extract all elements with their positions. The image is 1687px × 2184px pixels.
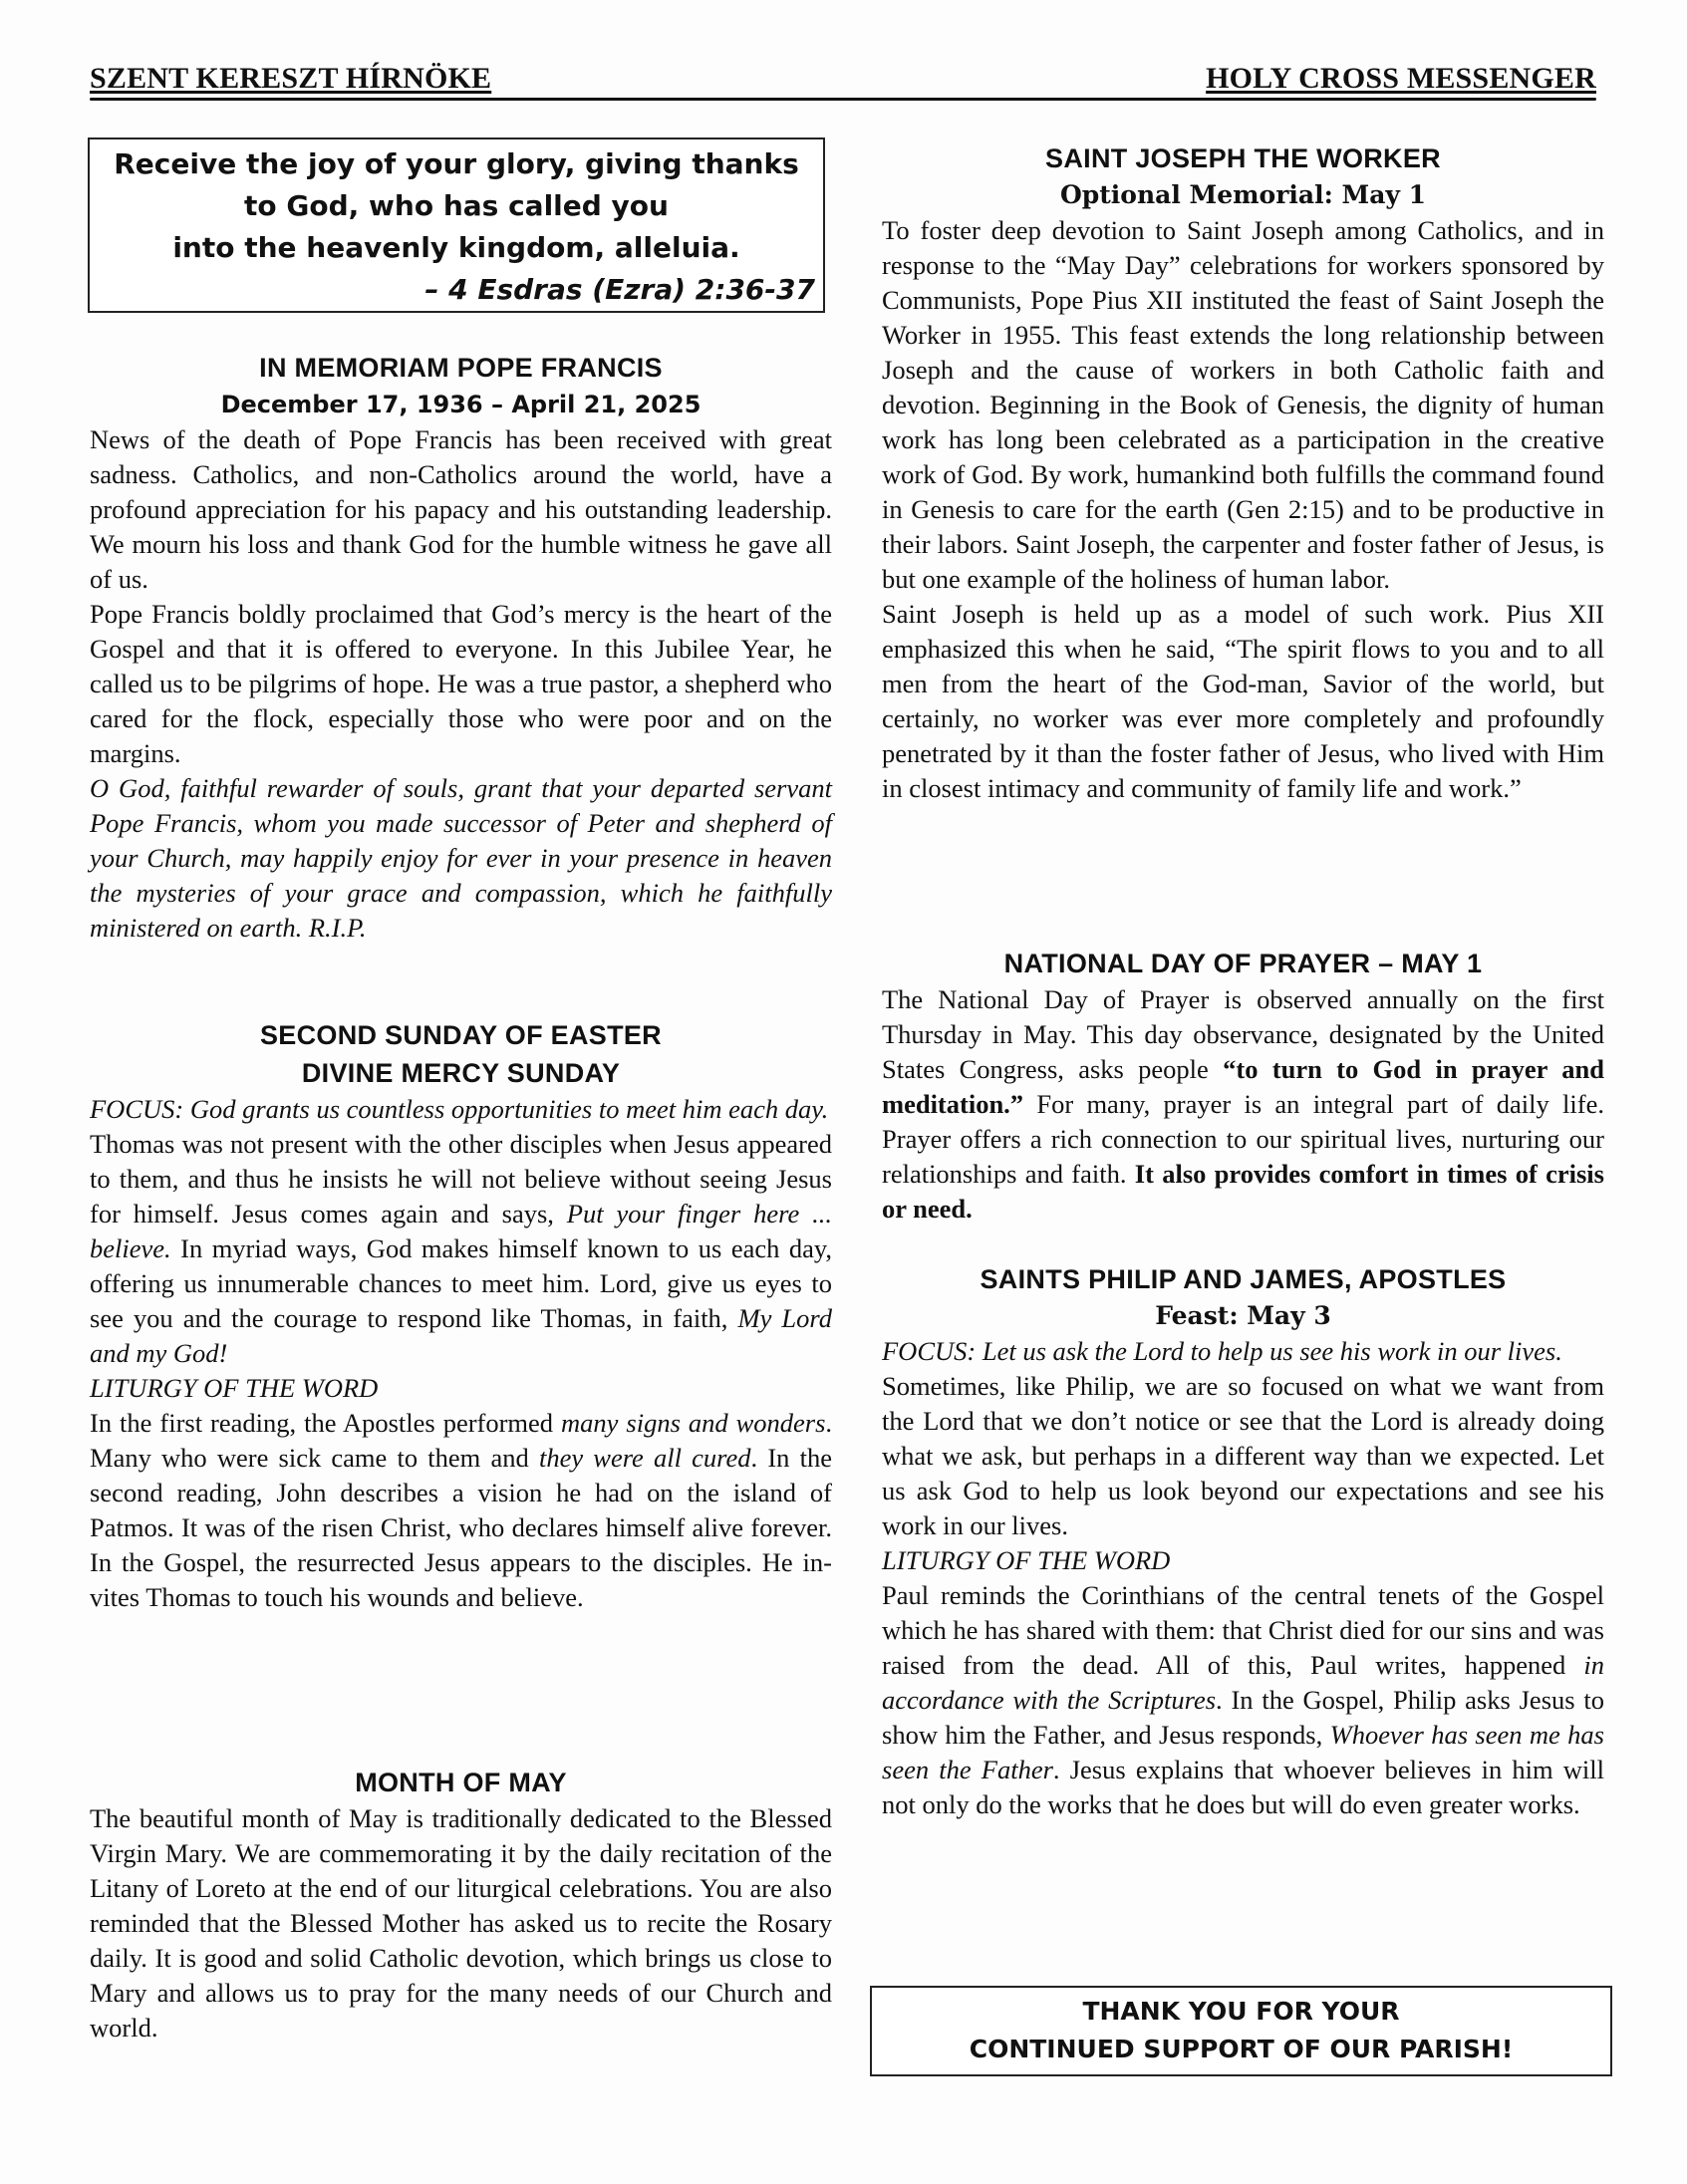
section-title: MONTH OF MAY (355, 1768, 567, 1797)
italic-run: Whoever has seen me has seen the Father (882, 1720, 1604, 1784)
section-philip-james (882, 1260, 1604, 1822)
text-run: For many, prayer is an integral part of daily life. Prayer offers a rich connection to our spiritual lives, nurturing our relationships and faith. (882, 1089, 1604, 1189)
masthead-hungarian-title: SZENT KERESZT HÍRNÖKE (90, 62, 492, 95)
scripture-quote-box (88, 137, 825, 313)
section-month-of-may (90, 1764, 832, 2046)
section-subtitle: Feast: May 3 (1155, 1301, 1331, 1330)
italic-run: in accordance with the Scriptures (882, 1650, 1604, 1715)
section-memoriam (90, 349, 832, 946)
masthead (90, 62, 1596, 102)
thanks-line: CONTINUED SUPPORT OF OUR PARISH! (969, 2035, 1514, 2063)
section-body (90, 1801, 832, 2046)
bold-run: It also provides comfort in times of crisis or need. (882, 1159, 1604, 1224)
text-run: In the first reading, the Apostles performed (90, 1408, 562, 1438)
quote-line: to God, who has called you (244, 189, 669, 222)
section-title-line2: DIVINE MERCY SUNDAY (301, 1058, 621, 1088)
section-body (882, 982, 1604, 1227)
italic-run: they were all cured (538, 1443, 751, 1473)
section-title: IN MEMORIAM POPE FRANCIS (259, 353, 663, 383)
section-second-sunday (90, 1016, 832, 1615)
paragraph (882, 1578, 1604, 1822)
paragraph (90, 1406, 832, 1615)
focus-line: FOCUS: Let us ask the Lord to help us see his work in our lives. (882, 1336, 1562, 1366)
text-run: . In the Gospel, Philip asks Jesus to show him the Father, and Jesus responds, (882, 1685, 1604, 1750)
liturgy-label: LITURGY OF THE WORD (90, 1373, 379, 1403)
section-joseph-worker (882, 139, 1604, 806)
thank-you-box (870, 1986, 1612, 2076)
section-subtitle: Optional Memorial: May 1 (1059, 180, 1427, 209)
text-run: . Jesus explains that whoever believes in him will not only do the works that he does but will do even greater works. (882, 1755, 1604, 1819)
focus-line: FOCUS: God grants us countless opportunities to meet him each day. (90, 1094, 829, 1124)
paragraph: News of the death of Pope Francis has been received with great sadness. Catholics, and non-Catholics around the world, have a profound appreciation for his papacy and his outstanding leadership. We mourn his loss and thank God for the humble witness he gave all of us. (90, 424, 832, 594)
quote-citation: – 4 Esdras (Ezra) 2:36-37 (424, 273, 815, 306)
masthead-english-title: HOLY CROSS MESSENGER (1206, 62, 1596, 95)
section-title: NATIONAL DAY OF PRAYER – MAY 1 (1003, 949, 1483, 978)
paragraph: The beautiful month of May is traditionally dedicated to the Blessed Virgin Mary. We are commemorating it by the daily recitation of the Litany of Loreto at the end of our liturgical celebrations. You are also reminded that the Blessed Mother has asked us to recite the Rosary daily. It is good and solid Catholic devotion, which brings us close to Mary and allows us to pray for the many needs of our Church and world. (90, 1803, 832, 2043)
italic-run: many signs and wonders (561, 1408, 826, 1438)
masthead-rule (90, 98, 1596, 101)
section-title: SAINT JOSEPH THE WORKER (1045, 143, 1441, 173)
paragraph: Pope Francis boldly proclaimed that God’s mercy is the heart of the Gospel and that it is offered to everyone. In this Jubilee Year, he called us to be pilgrims of hope. He was a true pastor, a shepherd who cared for the flock, especially those who were poor and on the margins. (90, 599, 832, 768)
italic-run: Put your finger here ... believe. (90, 1199, 833, 1263)
section-title: SECOND SUNDAY OF EASTER (260, 1020, 662, 1050)
thanks-line: THANK YOU FOR YOUR (1082, 1997, 1400, 2026)
text-run: Thomas was not present with the other disciples when Jesus appeared to them, and thus he insists he will not believe without seeing Jesus for himself. Jesus comes again and says, (90, 1129, 832, 1228)
quote-line: Receive the joy of your glory, giving thanks (114, 147, 799, 180)
text-run: Paul reminds the Corinthians of the central tenets of the Gospel which he has shared with them: that Christ died for our sins and was raised from the dead. All of this, Paul writes, happened (882, 1580, 1604, 1680)
text-run: . In the second reading, John describes a vision he had on the island of Patmos. It was of the risen Christ, who declares himself alive forever. In the Gospel, the resurrected Jesus appears to the disciples. He invites Thomas to touch his wounds and believe. (90, 1443, 832, 1612)
italic-run: My Lord and my God! (90, 1303, 832, 1368)
liturgy-label: LITURGY OF THE WORD (882, 1545, 1171, 1575)
paragraph: To foster deep devotion to Saint Joseph among Catholics, and in response to the “May Day” celebrations for workers sponsored by Communists, Pope Pius XII instituted the feast of Saint Joseph the Worker in 1955. This feast extends the long relationship between Joseph and the cause of workers in both Catholic faith and devotion. Beginning in the Book of Genesis, the dignity of human work has long been celebrated as a participation in the creative work of God. By work, humankind both fulfills the command found in Genesis to care for the earth (Gen 2:15) and to be productive in their labors. Saint Joseph, the carpenter and foster father of Jesus, is but one example of the holiness of human labor. (882, 215, 1604, 594)
paragraph (90, 1127, 832, 1371)
text-run: The National Day of Prayer is observed annually on the first Thursday in May. This day observance, designated by the United States Congress, asks people (882, 984, 1604, 1084)
paragraph (882, 982, 1604, 1227)
section-body (90, 1092, 832, 1615)
paragraph: Sometimes, like Philip, we are so focused on what we want from the Lord that we don’t notice or see that the Lord is already doing what we ask, but perhaps in a different way than we expected. Let us ask God to help us look beyond our expectations and see his work in our lives. (882, 1371, 1604, 1540)
section-body (882, 1334, 1604, 1822)
paragraph: Saint Joseph is held up as a model of such work. Pius XII emphasized this when he said, “The spirit flows to you and to all men from the heart of the God-man, Savior of the world, but certainly, no worker was ever more completely and profoundly penetrated by it than the foster father of Jesus, who lived with Him in closest intimacy and community of family life and work.” (882, 599, 1604, 803)
section-subtitle: December 17, 1936 – April 21, 2025 (220, 391, 702, 418)
section-body (90, 422, 832, 946)
bold-run: “to turn to God in prayer and meditation.” (882, 1054, 1604, 1119)
text-run: In myriad ways, God makes himself known to us each day, offering us innumerable chances to meet him. Lord, give us eyes to see you and the courage to respond like Thomas, in faith, (90, 1233, 832, 1333)
prayer-paragraph: O God, faithful rewarder of souls, grant that your departed servant Pope Francis, whom you made successor of Peter and shepherd of your Church, may happily enjoy for ever in your presence in heaven the mysteries of your grace and compassion, which he faithfully ministered on earth. R.I.P. (90, 773, 832, 943)
section-national-day-of-prayer (882, 945, 1604, 1227)
section-body (882, 213, 1604, 806)
quote-line: into the heavenly kingdom, alleluia. (172, 231, 740, 264)
text-run: . Many who were sick came to them and (90, 1408, 833, 1473)
section-title: SAINTS PHILIP AND JAMES, APOSTLES (980, 1264, 1507, 1294)
